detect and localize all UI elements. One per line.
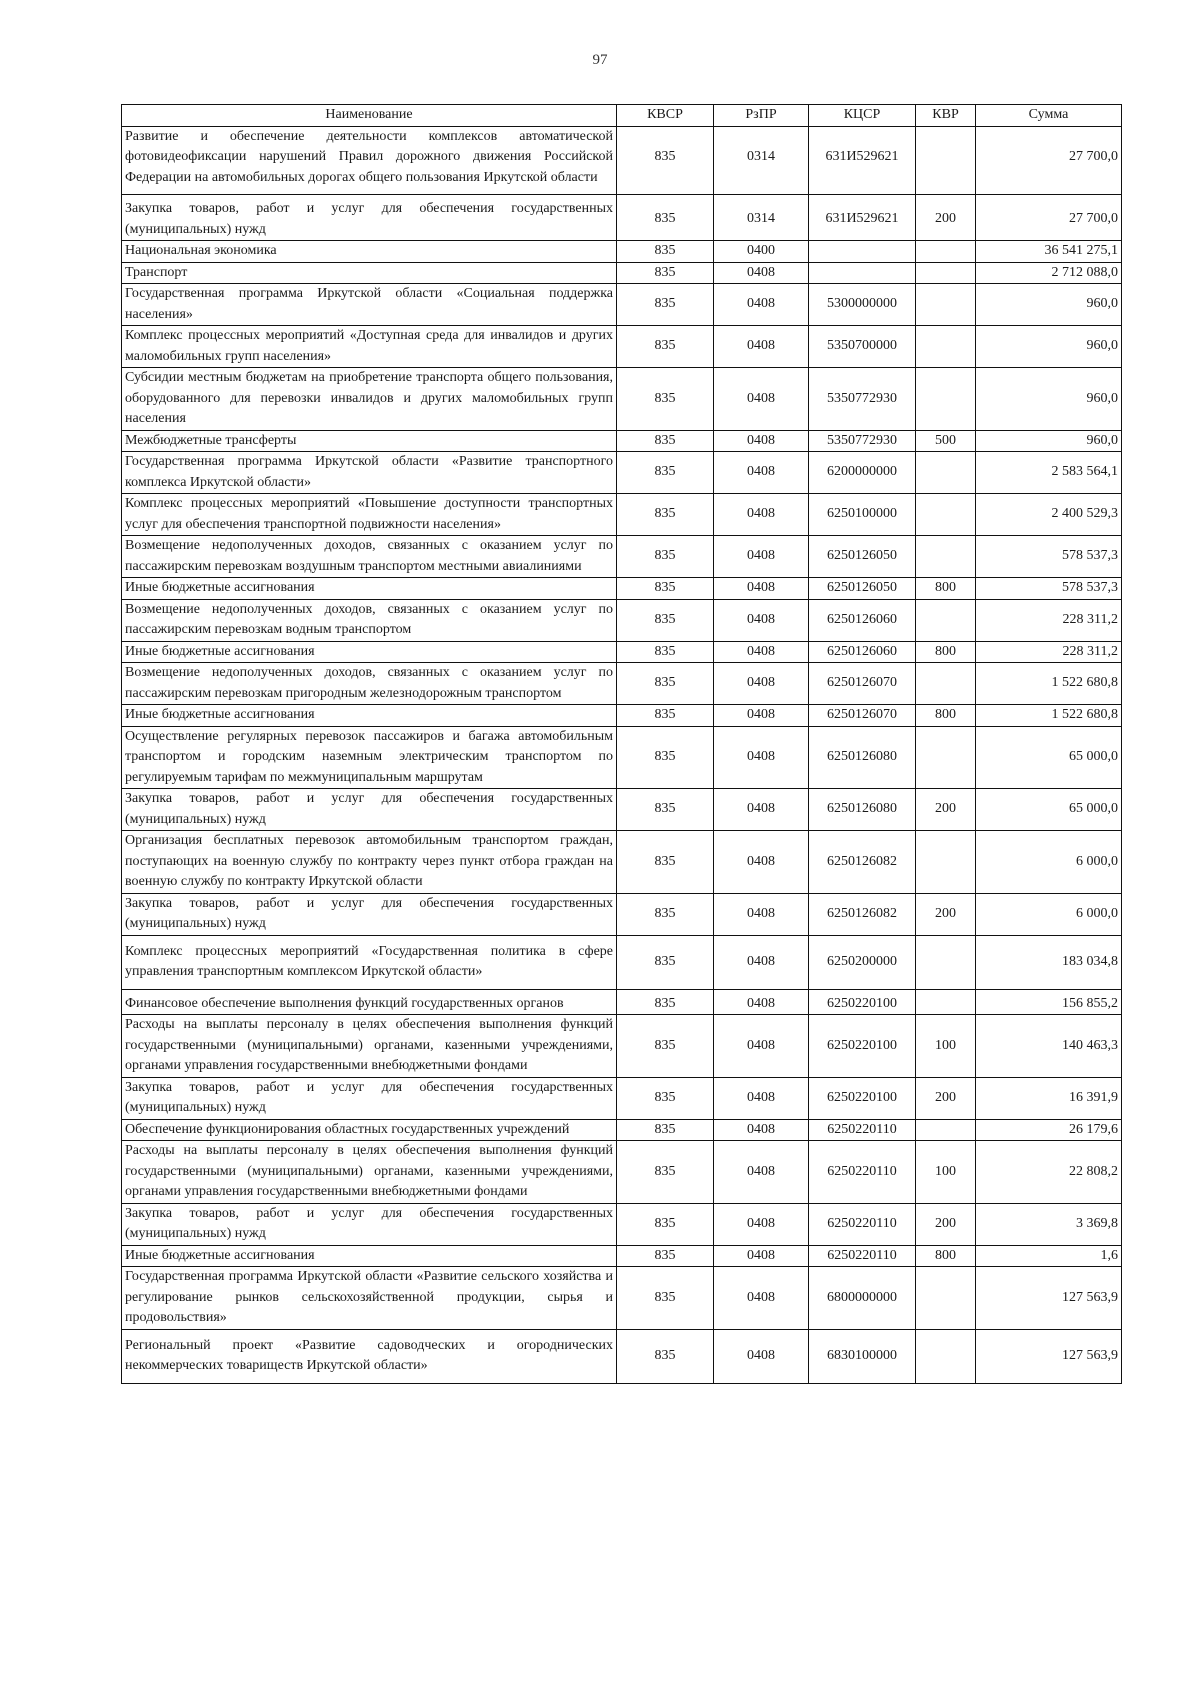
row-sum-cell: 960,0 — [976, 430, 1122, 452]
row-sum-cell: 960,0 — [976, 326, 1122, 368]
row-kcsr-cell: 6250220110 — [809, 1119, 916, 1141]
row-rzpr-cell: 0408 — [714, 705, 809, 727]
row-name-cell: Обеспечение функционирования областных государственных учреждений — [122, 1119, 617, 1141]
row-rzpr-cell: 0400 — [714, 241, 809, 263]
table-row — [122, 126, 1122, 195]
row-rzpr-cell: 0408 — [714, 452, 809, 494]
table-header-row — [122, 105, 1122, 127]
row-kvsr-cell: 835 — [617, 641, 714, 663]
table-row — [122, 1329, 1122, 1383]
table-row — [122, 726, 1122, 789]
table-row — [122, 494, 1122, 536]
row-name-cell: Иные бюджетные ассигнования — [122, 1245, 617, 1267]
row-kvr-cell — [916, 536, 976, 578]
row-sum-cell: 1 522 680,8 — [976, 705, 1122, 727]
row-kcsr-cell: 6800000000 — [809, 1267, 916, 1330]
row-sum-cell: 65 000,0 — [976, 789, 1122, 831]
row-kvr-cell — [916, 663, 976, 705]
table-row — [122, 452, 1122, 494]
row-kcsr-cell: 6250126050 — [809, 578, 916, 600]
row-kcsr-cell: 6250220110 — [809, 1141, 916, 1204]
row-kvr-cell — [916, 452, 976, 494]
row-rzpr-cell: 0408 — [714, 1245, 809, 1267]
table-row — [122, 262, 1122, 284]
row-kcsr-cell: 6250126070 — [809, 705, 916, 727]
row-kvsr-cell: 835 — [617, 452, 714, 494]
row-sum-cell: 140 463,3 — [976, 1015, 1122, 1078]
row-kvsr-cell: 835 — [617, 262, 714, 284]
row-rzpr-cell: 0408 — [714, 430, 809, 452]
row-kvsr-cell: 835 — [617, 368, 714, 431]
row-kcsr-cell: 6250220100 — [809, 989, 916, 1015]
row-name-cell: Закупка товаров, работ и услуг для обеспечения государственных (муниципальных) нужд — [122, 1203, 617, 1245]
table-row — [122, 1077, 1122, 1119]
row-kcsr-cell: 6250220110 — [809, 1203, 916, 1245]
row-kvsr-cell: 835 — [617, 831, 714, 894]
row-rzpr-cell: 0314 — [714, 195, 809, 241]
row-rzpr-cell: 0408 — [714, 1329, 809, 1383]
row-kvr-cell: 500 — [916, 430, 976, 452]
table-row — [122, 368, 1122, 431]
row-kvsr-cell: 835 — [617, 326, 714, 368]
row-name-cell: Транспорт — [122, 262, 617, 284]
row-kvsr-cell: 835 — [617, 1203, 714, 1245]
row-sum-cell: 6 000,0 — [976, 831, 1122, 894]
row-rzpr-cell: 0408 — [714, 326, 809, 368]
row-kvsr-cell: 835 — [617, 494, 714, 536]
row-kvr-cell — [916, 935, 976, 989]
row-name-cell: Комплекс процессных мероприятий «Доступная среда для инвалидов и других маломобильных групп населения» — [122, 326, 617, 368]
row-kvr-cell — [916, 368, 976, 431]
row-kvsr-cell: 835 — [617, 1119, 714, 1141]
row-kvr-cell: 200 — [916, 1203, 976, 1245]
row-rzpr-cell: 0408 — [714, 1141, 809, 1204]
row-kvr-cell: 800 — [916, 1245, 976, 1267]
row-kvsr-cell: 835 — [617, 126, 714, 195]
row-kcsr-cell: 6250220110 — [809, 1245, 916, 1267]
row-kcsr-cell: 5350700000 — [809, 326, 916, 368]
row-name-cell: Возмещение недополученных доходов, связанных с оказанием услуг по пассажирским перевозкам пригородным железнодорожным транспортом — [122, 663, 617, 705]
row-rzpr-cell: 0408 — [714, 494, 809, 536]
row-kcsr-cell: 6250126082 — [809, 893, 916, 935]
row-kvsr-cell: 835 — [617, 578, 714, 600]
table-row — [122, 831, 1122, 894]
table-row — [122, 430, 1122, 452]
row-kvsr-cell: 835 — [617, 663, 714, 705]
row-kcsr-cell: 6250220100 — [809, 1077, 916, 1119]
column-header-name: Наименование — [122, 105, 617, 127]
row-kvr-cell: 200 — [916, 195, 976, 241]
row-kcsr-cell: 6250126082 — [809, 831, 916, 894]
row-name-cell: Государственная программа Иркутской области «Развитие транспортного комплекса Иркутской области» — [122, 452, 617, 494]
row-kvr-cell — [916, 726, 976, 789]
table-row — [122, 326, 1122, 368]
row-name-cell: Возмещение недополученных доходов, связанных с оказанием услуг по пассажирским перевозкам водным транспортом — [122, 599, 617, 641]
row-kcsr-cell: 6250126080 — [809, 789, 916, 831]
row-kvsr-cell: 835 — [617, 1245, 714, 1267]
row-name-cell: Иные бюджетные ассигнования — [122, 641, 617, 663]
row-rzpr-cell: 0408 — [714, 789, 809, 831]
column-header-kvr: КВР — [916, 105, 976, 127]
row-sum-cell: 960,0 — [976, 284, 1122, 326]
row-name-cell: Иные бюджетные ассигнования — [122, 705, 617, 727]
row-name-cell: Расходы на выплаты персоналу в целях обеспечения выполнения функций государственными (муниципальными) органами, казенными учреждениями, органами управления государственными внебюджетными фондами — [122, 1141, 617, 1204]
row-sum-cell: 3 369,8 — [976, 1203, 1122, 1245]
row-rzpr-cell: 0408 — [714, 284, 809, 326]
row-sum-cell: 960,0 — [976, 368, 1122, 431]
row-kvr-cell — [916, 599, 976, 641]
row-kvr-cell: 800 — [916, 578, 976, 600]
table-row — [122, 1015, 1122, 1078]
row-rzpr-cell: 0314 — [714, 126, 809, 195]
row-rzpr-cell: 0408 — [714, 1203, 809, 1245]
row-kvsr-cell: 835 — [617, 536, 714, 578]
row-name-cell: Развитие и обеспечение деятельности комплексов автоматической фотовидеофиксации нарушений Правил дорожного движения Российской Федерации на автомобильных дорогах общего пользования Иркутской области — [122, 126, 617, 195]
row-kcsr-cell: 6200000000 — [809, 452, 916, 494]
column-header-rzpr: РзПР — [714, 105, 809, 127]
row-kcsr-cell: 6250126070 — [809, 663, 916, 705]
row-name-cell: Расходы на выплаты персоналу в целях обеспечения выполнения функций государственными (муниципальными) органами, казенными учреждениями, органами управления государственными внебюджетными фондами — [122, 1015, 617, 1078]
row-kvsr-cell: 835 — [617, 935, 714, 989]
row-kcsr-cell: 6250126060 — [809, 641, 916, 663]
row-kvsr-cell: 835 — [617, 241, 714, 263]
row-sum-cell: 2 400 529,3 — [976, 494, 1122, 536]
row-kvsr-cell: 835 — [617, 430, 714, 452]
row-kcsr-cell: 5350772930 — [809, 430, 916, 452]
column-header-sum: Сумма — [976, 105, 1122, 127]
table-row — [122, 1203, 1122, 1245]
row-name-cell: Субсидии местным бюджетам на приобретение транспорта общего пользования, оборудованного для перевозки инвалидов и других маломобильных групп населения — [122, 368, 617, 431]
row-name-cell: Межбюджетные трансферты — [122, 430, 617, 452]
row-rzpr-cell: 0408 — [714, 262, 809, 284]
row-kvsr-cell: 835 — [617, 1141, 714, 1204]
row-rzpr-cell: 0408 — [714, 935, 809, 989]
table-row — [122, 935, 1122, 989]
row-sum-cell: 156 855,2 — [976, 989, 1122, 1015]
row-name-cell: Возмещение недополученных доходов, связанных с оказанием услуг по пассажирским перевозкам воздушным транспортом местными авиалиниями — [122, 536, 617, 578]
row-rzpr-cell: 0408 — [714, 1015, 809, 1078]
row-sum-cell: 228 311,2 — [976, 599, 1122, 641]
row-rzpr-cell: 0408 — [714, 893, 809, 935]
row-kvsr-cell: 835 — [617, 1267, 714, 1330]
row-sum-cell: 578 537,3 — [976, 536, 1122, 578]
table-row — [122, 789, 1122, 831]
row-kcsr-cell: 6250100000 — [809, 494, 916, 536]
budget-table — [121, 104, 1122, 1384]
row-rzpr-cell: 0408 — [714, 663, 809, 705]
row-rzpr-cell: 0408 — [714, 726, 809, 789]
row-name-cell: Государственная программа Иркутской области «Развитие сельского хозяйства и регулирование рынков сельскохозяйственной продукции, сырья и продовольствия» — [122, 1267, 617, 1330]
table-row — [122, 1267, 1122, 1330]
row-sum-cell: 6 000,0 — [976, 893, 1122, 935]
row-name-cell: Региональный проект «Развитие садоводческих и огороднических некоммерческих товариществ Иркутской области» — [122, 1329, 617, 1383]
row-rzpr-cell: 0408 — [714, 599, 809, 641]
table-row — [122, 705, 1122, 727]
table-row — [122, 1119, 1122, 1141]
row-kvsr-cell: 835 — [617, 1077, 714, 1119]
row-kvsr-cell: 835 — [617, 1329, 714, 1383]
row-kvsr-cell: 835 — [617, 1015, 714, 1078]
row-kvr-cell — [916, 126, 976, 195]
row-kvr-cell: 800 — [916, 705, 976, 727]
row-kvr-cell: 100 — [916, 1141, 976, 1204]
table-row — [122, 1141, 1122, 1204]
table-row — [122, 1245, 1122, 1267]
table-row — [122, 641, 1122, 663]
table-row — [122, 195, 1122, 241]
row-sum-cell: 183 034,8 — [976, 935, 1122, 989]
row-kcsr-cell — [809, 241, 916, 263]
row-kcsr-cell: 631И529621 — [809, 126, 916, 195]
row-kvr-cell: 200 — [916, 1077, 976, 1119]
row-name-cell: Иные бюджетные ассигнования — [122, 578, 617, 600]
row-name-cell: Осуществление регулярных перевозок пассажиров и багажа автомобильным транспортом и городским наземным электрическим транспортом по регулируемым тарифам по межмуниципальным маршрутам — [122, 726, 617, 789]
row-sum-cell: 27 700,0 — [976, 126, 1122, 195]
row-kvsr-cell: 835 — [617, 705, 714, 727]
table-row — [122, 578, 1122, 600]
row-kcsr-cell: 6250126080 — [809, 726, 916, 789]
row-kvr-cell — [916, 1329, 976, 1383]
row-kcsr-cell: 6250126060 — [809, 599, 916, 641]
table-row — [122, 663, 1122, 705]
row-name-cell: Финансовое обеспечение выполнения функций государственных органов — [122, 989, 617, 1015]
column-header-kcsr: КЦСР — [809, 105, 916, 127]
row-sum-cell: 1 522 680,8 — [976, 663, 1122, 705]
row-kvr-cell — [916, 1267, 976, 1330]
row-rzpr-cell: 0408 — [714, 1077, 809, 1119]
column-header-kvsr: КВСР — [617, 105, 714, 127]
row-name-cell: Комплекс процессных мероприятий «Государственная политика в сфере управления транспортным комплексом Иркутской области» — [122, 935, 617, 989]
row-sum-cell: 65 000,0 — [976, 726, 1122, 789]
table-row — [122, 241, 1122, 263]
row-kvr-cell — [916, 284, 976, 326]
row-name-cell: Закупка товаров, работ и услуг для обеспечения государственных (муниципальных) нужд — [122, 1077, 617, 1119]
row-kcsr-cell — [809, 262, 916, 284]
row-sum-cell: 1,6 — [976, 1245, 1122, 1267]
row-kcsr-cell: 5350772930 — [809, 368, 916, 431]
row-name-cell: Государственная программа Иркутской области «Социальная поддержка населения» — [122, 284, 617, 326]
table-row — [122, 536, 1122, 578]
row-kvr-cell: 100 — [916, 1015, 976, 1078]
table-row — [122, 599, 1122, 641]
row-kvr-cell — [916, 989, 976, 1015]
row-kcsr-cell: 5300000000 — [809, 284, 916, 326]
row-kcsr-cell: 631И529621 — [809, 195, 916, 241]
row-rzpr-cell: 0408 — [714, 578, 809, 600]
row-sum-cell: 36 541 275,1 — [976, 241, 1122, 263]
row-name-cell: Национальная экономика — [122, 241, 617, 263]
row-kcsr-cell: 6830100000 — [809, 1329, 916, 1383]
row-kvr-cell — [916, 326, 976, 368]
row-kvsr-cell: 835 — [617, 599, 714, 641]
row-kvr-cell — [916, 1119, 976, 1141]
row-rzpr-cell: 0408 — [714, 536, 809, 578]
row-rzpr-cell: 0408 — [714, 1267, 809, 1330]
row-name-cell: Закупка товаров, работ и услуг для обеспечения государственных (муниципальных) нужд — [122, 195, 617, 241]
table-row — [122, 893, 1122, 935]
row-kcsr-cell: 6250220100 — [809, 1015, 916, 1078]
row-kvr-cell: 200 — [916, 893, 976, 935]
row-rzpr-cell: 0408 — [714, 1119, 809, 1141]
row-sum-cell: 127 563,9 — [976, 1329, 1122, 1383]
row-name-cell: Закупка товаров, работ и услуг для обеспечения государственных (муниципальных) нужд — [122, 893, 617, 935]
row-name-cell: Организация бесплатных перевозок автомобильным транспортом граждан, поступающих на военную службу по контракту через пункт отбора граждан на военную службу по контракту Иркутской области — [122, 831, 617, 894]
row-kvsr-cell: 835 — [617, 789, 714, 831]
row-kvr-cell — [916, 831, 976, 894]
row-kvr-cell: 800 — [916, 641, 976, 663]
row-kvr-cell — [916, 494, 976, 536]
row-kvr-cell: 200 — [916, 789, 976, 831]
row-sum-cell: 16 391,9 — [976, 1077, 1122, 1119]
row-rzpr-cell: 0408 — [714, 989, 809, 1015]
row-sum-cell: 22 808,2 — [976, 1141, 1122, 1204]
row-sum-cell: 228 311,2 — [976, 641, 1122, 663]
page-number: 97 — [592, 52, 608, 68]
row-kvsr-cell: 835 — [617, 893, 714, 935]
row-sum-cell: 27 700,0 — [976, 195, 1122, 241]
row-kvsr-cell: 835 — [617, 726, 714, 789]
row-kvr-cell — [916, 241, 976, 263]
row-rzpr-cell: 0408 — [714, 641, 809, 663]
row-sum-cell: 127 563,9 — [976, 1267, 1122, 1330]
row-kvr-cell — [916, 262, 976, 284]
table-row — [122, 989, 1122, 1015]
table-row — [122, 284, 1122, 326]
row-sum-cell: 2 583 564,1 — [976, 452, 1122, 494]
row-kvsr-cell: 835 — [617, 989, 714, 1015]
row-name-cell: Комплекс процессных мероприятий «Повышение доступности транспортных услуг для обеспечения транспортной подвижности населения» — [122, 494, 617, 536]
row-kvsr-cell: 835 — [617, 284, 714, 326]
row-sum-cell: 578 537,3 — [976, 578, 1122, 600]
row-name-cell: Закупка товаров, работ и услуг для обеспечения государственных (муниципальных) нужд — [122, 789, 617, 831]
row-sum-cell: 26 179,6 — [976, 1119, 1122, 1141]
row-kcsr-cell: 6250126050 — [809, 536, 916, 578]
row-rzpr-cell: 0408 — [714, 368, 809, 431]
row-rzpr-cell: 0408 — [714, 831, 809, 894]
row-kvsr-cell: 835 — [617, 195, 714, 241]
row-kcsr-cell: 6250200000 — [809, 935, 916, 989]
row-sum-cell: 2 712 088,0 — [976, 262, 1122, 284]
